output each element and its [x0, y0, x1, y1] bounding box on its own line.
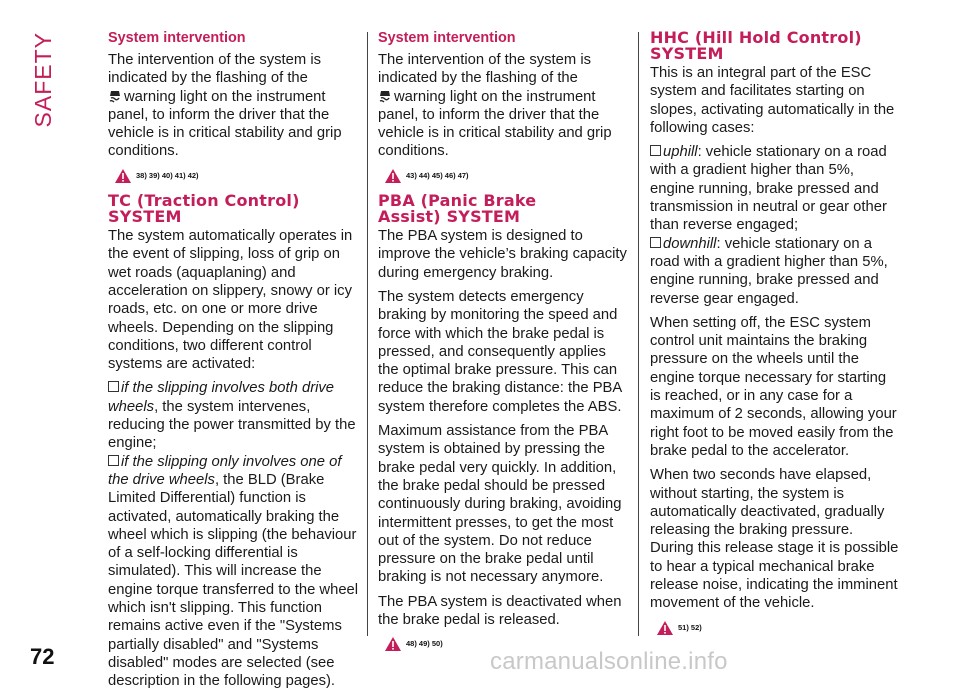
warning-reference — [384, 635, 630, 653]
esc-warning-light-icon — [108, 89, 122, 103]
watermark: carmanualsonline.info — [490, 648, 728, 675]
paragraph: This is an integral part of the ESC system and facilitates starting on slopes, activating automatically in the following cases: — [650, 65, 895, 136]
warning-refs: 43) 44) 45) 46) 47) — [406, 170, 469, 180]
text: if the slipping involves both drive wheels — [108, 380, 335, 415]
heading-tc-system: TC (Traction Control) SYSTEM — [108, 191, 300, 227]
warning-triangle-icon — [114, 168, 132, 184]
paragraph — [108, 51, 366, 161]
warning-reference — [656, 619, 900, 637]
text: , the BLD (Brake Limited Differential) function is activated, automatically braking the wheel which is slipping (the behaviour of a self-locking differential is simulated). This will increase the engine torque transferred to the wheel which isn't slipping. This function remains active even if the "Systems partially disabled" and "Systems disabled" modes are selected (see description in the following pages). — [108, 471, 359, 690]
paragraph: The system automatically operates in the event of slipping, loss of grip on wet roads (aquaplaning) and acceleration on slippery, snowy or icy roads, etc. on one or more drive wheels. Depending on the slipping conditions, two different control systems are activated: — [108, 228, 353, 373]
bullet-item — [108, 453, 366, 691]
warning-triangle-icon — [384, 636, 402, 652]
text: warning light on the instrument panel, to inform the driver that the vehicle is in critical stability and grip conditions. — [378, 88, 612, 160]
warning-refs: 48) 49) 50) — [406, 639, 443, 649]
column-2 — [378, 30, 630, 660]
warning-reference — [114, 167, 366, 185]
warning-refs: 38) 39) 40) 41) 42) — [136, 170, 199, 180]
paragraph: When two seconds have elapsed, without starting, the system is automatically deactivated, gradually releasing the braking pressure. During this release stage it is possible to hear a typical mechanical brake release noise, indicating the imminent movement of the vehicle. — [650, 467, 899, 612]
bullet-item — [650, 235, 900, 308]
text: : vehicle stationary on a road with a gradient higher than 5%, engine running, brake pressed and transmission in neutral or gear other than reverse engaged; — [650, 144, 887, 234]
warning-reference — [384, 167, 630, 185]
bullet-item — [108, 379, 366, 452]
checkbox-bullet-icon — [650, 145, 661, 156]
paragraph: The PBA system is deactivated when the brake pedal is released. — [378, 593, 622, 629]
checkbox-bullet-icon — [108, 455, 119, 466]
column-divider — [367, 32, 368, 636]
text: The intervention of the system is indicated by the flashing of the — [378, 52, 592, 87]
checkbox-bullet-icon — [108, 381, 119, 392]
paragraph: The PBA system is designed to improve the vehicle’s braking capacity during emergency braking. — [378, 228, 627, 281]
text: uphill — [663, 144, 698, 161]
text: : vehicle stationary on a road with a gradient higher than 5%, engine running, brake pressed and reverse gear engaged. — [650, 235, 888, 307]
paragraph: Maximum assistance from the PBA system is obtained by pressing the brake pedal very quickly. In addition, the brake pedal should be pressed continuously during braking, avoiding intermittent presses, to get the most out of the system. Do not reduce pressure on the brake pedal until braking is not necessary anymore. — [378, 423, 622, 586]
column-divider — [638, 32, 639, 636]
paragraph: When setting off, the ESC system control unit maintains the braking pressure on the wheels until the engine torque necessary for starting is reached, or in any case for a maximum of 2 seconds, allowing your right foot to be moved easily from the brake pedal to the accelerator. — [650, 314, 897, 459]
text: The intervention of the system is indicated by the flashing of the — [108, 52, 322, 87]
column-1 — [108, 30, 366, 691]
heading-system-intervention: System intervention — [378, 30, 516, 46]
esc-warning-light-icon — [378, 89, 392, 103]
text: , the system intervenes, reducing the power transmitted by the engine; — [108, 398, 356, 452]
text: downhill — [663, 235, 717, 252]
paragraph: The system detects emergency braking by monitoring the speed and force with which the brake pedal is pressed, and consequently applies the optimal brake pressure. This can reduce the braking distance: the PBA system therefore completes the ABS. — [378, 288, 622, 415]
heading-system-intervention: System intervention — [108, 30, 246, 46]
page-number: 72 — [30, 644, 55, 669]
section-label: SAFETY — [30, 32, 56, 128]
heading-hhc-system: HHC (Hill Hold Control) SYSTEM — [650, 28, 862, 63]
warning-triangle-icon — [384, 168, 402, 184]
text: warning light on the instrument panel, to inform the driver that the vehicle is in critical stability and grip conditions. — [108, 88, 342, 160]
warning-triangle-icon — [656, 620, 674, 636]
warning-refs: 51) 52) — [678, 622, 702, 632]
text: if the slipping only involves one of the drive wheels — [108, 453, 342, 488]
checkbox-bullet-icon — [650, 237, 661, 248]
paragraph — [378, 51, 630, 161]
bullet-item — [650, 143, 900, 234]
column-3 — [650, 30, 900, 643]
heading-pba-system: PBA (Panic Brake Assist) SYSTEM — [378, 191, 537, 227]
